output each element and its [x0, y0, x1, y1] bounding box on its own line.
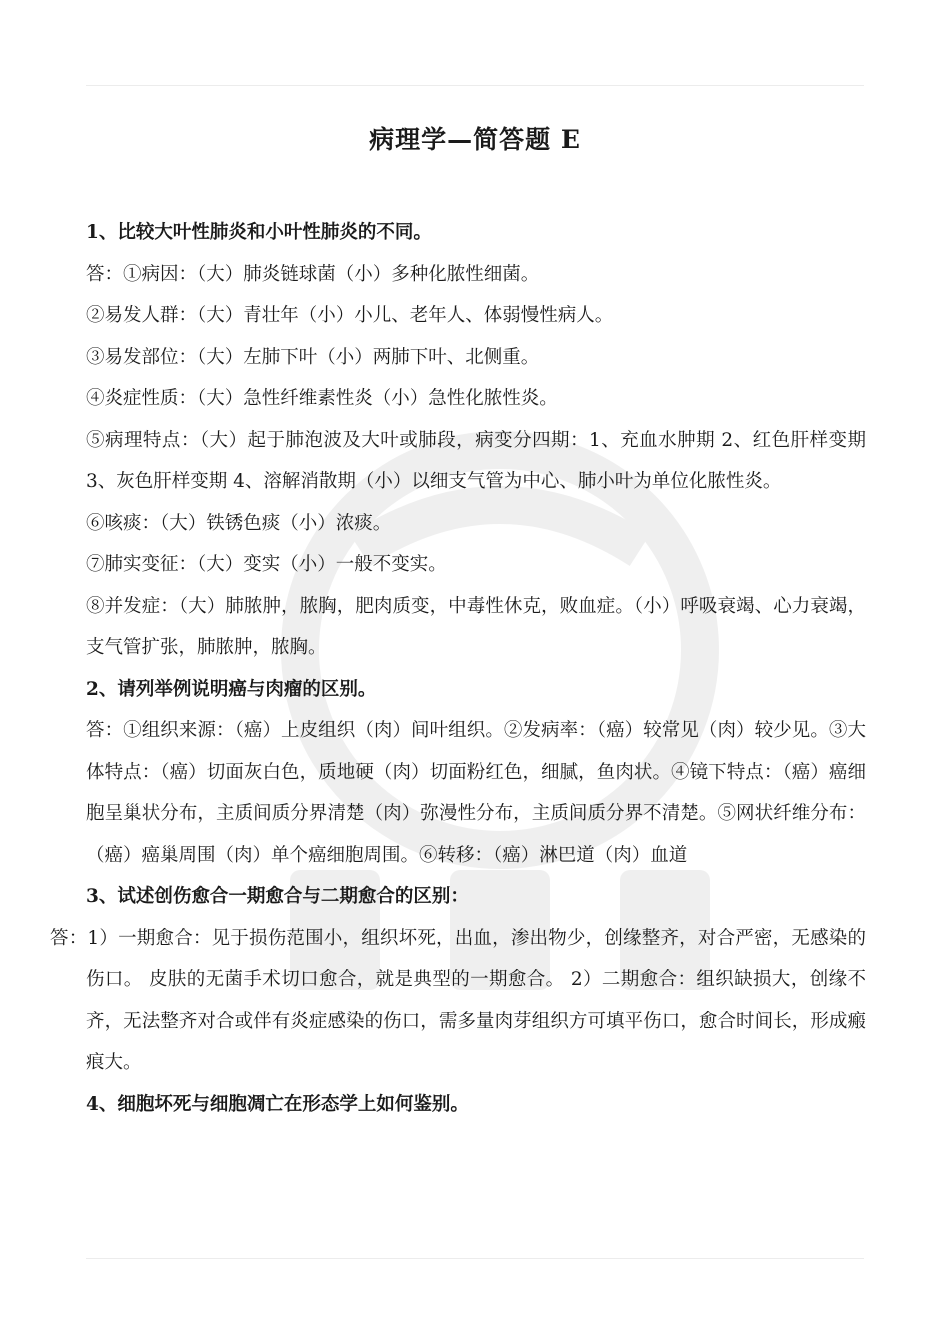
question-heading: 3、试述创伤愈合一期愈合与二期愈合的区别：	[86, 886, 469, 907]
answer-line: ⑥咳痰：（大）铁锈色痰（小）浓痰。	[86, 512, 392, 534]
question-heading: 1、比较大叶性肺炎和小叶性肺炎的不同。	[86, 222, 432, 243]
page-title: 病理学—简答题 E	[369, 125, 581, 154]
answer-paragraph: ⑤病理特点：（大）起于肺泡波及大叶或肺段，病变分四期：1、充血水肿期 2、红色肝样变期 3、灰色肝样变期 4、溶解消散期（小）以细支气管为中心、肺小叶为单位化脓性炎。	[86, 429, 866, 492]
answer-paragraph: ⑧并发症：（大）肺脓肿，脓胸，肥肉质变，中毒性休克，败血症。（小）呼吸衰竭、心力衰竭，支气管扩张，肺脓肿，脓胸。	[86, 595, 866, 658]
answer-line: ③易发部位：（大）左肺下叶（小）两肺下叶、北侧重。	[86, 346, 540, 368]
document-body	[50, 212, 866, 1125]
footer-rule	[86, 1258, 864, 1259]
question-heading: 4、细胞坏死与细胞凋亡在形态学上如何鉴别。	[86, 1093, 469, 1115]
question-heading: 2、请列举例说明癌与肉瘤的区别。	[86, 678, 377, 700]
answer-paragraph: 答：1）一期愈合：见于损伤范围小，组织坏死，出血，渗出物少，创缘整齐，对合严密，无感染的伤口。 皮肤的无菌手术切口愈合，就是典型的一期愈合。 2）二期愈合：组织缺损大，创缘不齐，无法整齐对合或伴有炎症感染的伤口，需多量肉芽组织方可填平伤口，愈合时间长，形成瘢痕大。	[50, 927, 866, 1073]
answer-line: ④炎症性质：（大）急性纤维素性炎（小）急性化脓性炎。	[86, 388, 558, 409]
answer-paragraph: 答：①组织来源：（癌）上皮组织（肉）间叶组织。②发病率：（癌）较常见（肉）较少见。③大体特点：（癌）切面灰白色，质地硬（肉）切面粉红色，细腻，鱼肉状。④镜下特点：（癌）癌细胞呈巢状分布，主质间质分界清楚（肉）弥漫性分布，主质间质分界不清楚。⑤网状纤维分布：（癌）癌巢周围（肉）单个癌细胞周围。⑥转移：（癌）淋巴道（肉）血道	[86, 720, 866, 866]
answer-line: ⑦肺实变征：（大）变实（小）一般不变实。	[86, 554, 447, 575]
answer-line: ②易发人群：（大）青壮年（小）小儿、老年人、体弱慢性病人。	[86, 305, 614, 326]
answer-line: 答：①病因：（大）肺炎链球菌（小）多种化脓性细菌。	[86, 263, 540, 285]
header-rule	[86, 85, 864, 86]
